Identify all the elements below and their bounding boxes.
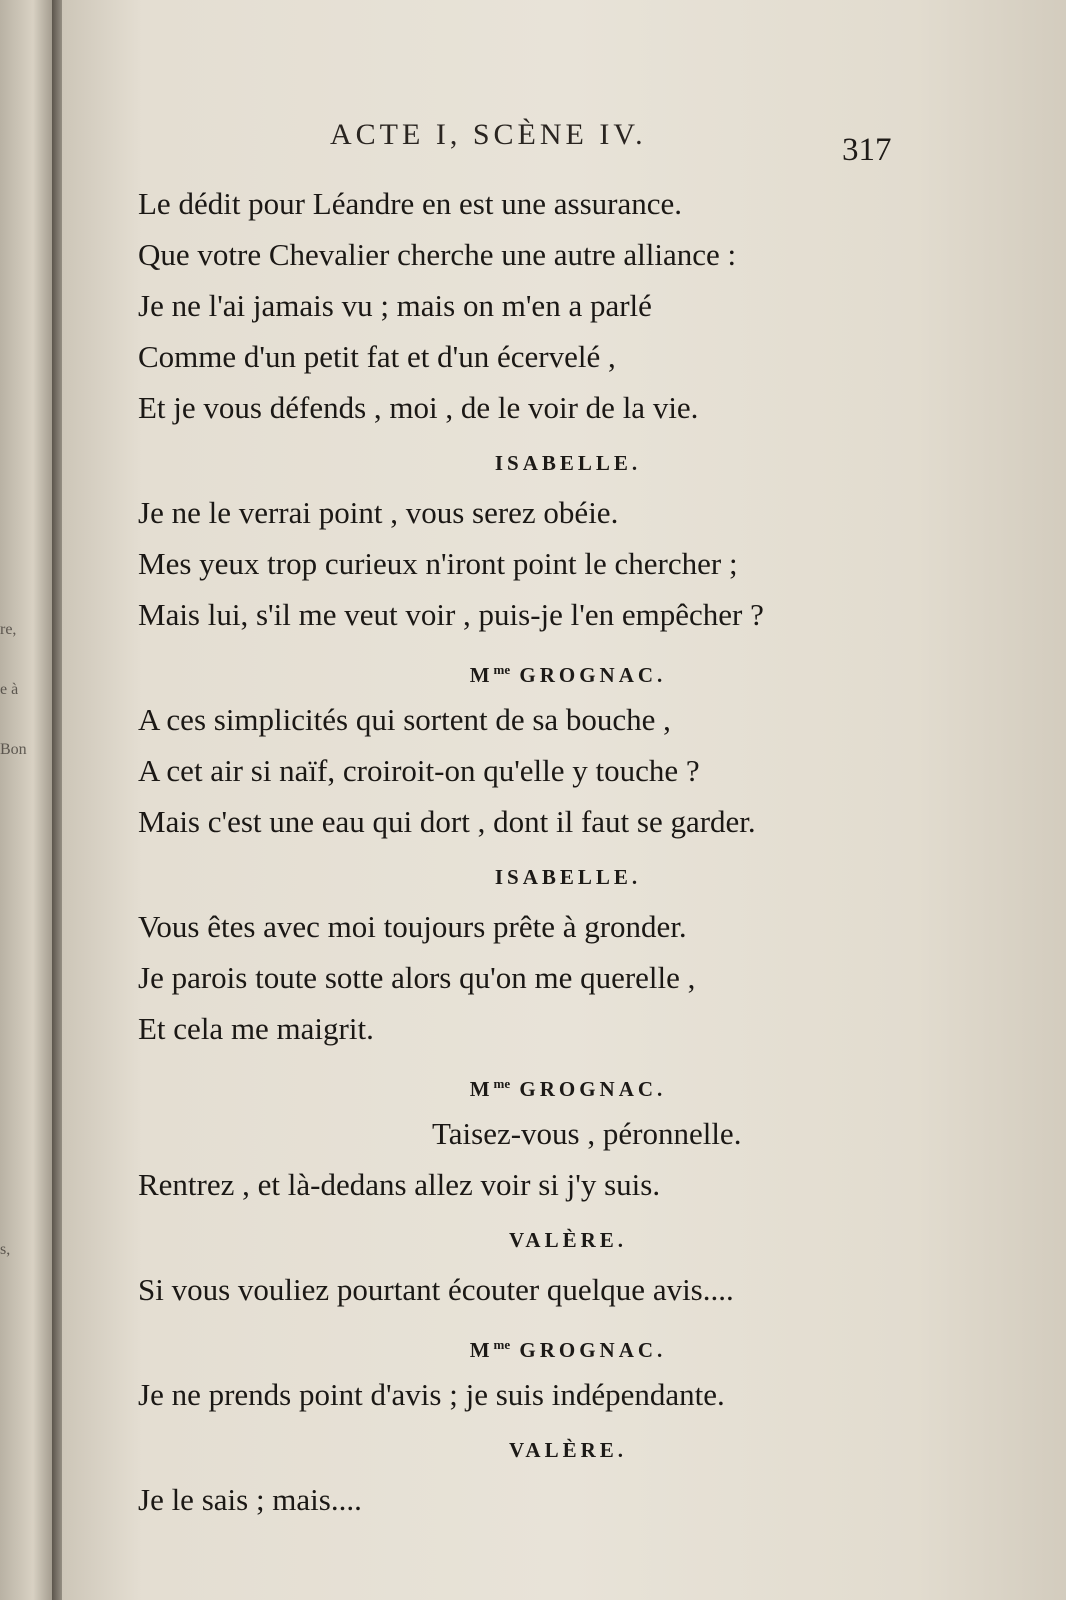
running-title: ACTE I, SCÈNE IV. [330,118,647,151]
verse-line: Et cela me maigrit. [138,1011,374,1046]
verse-line: Le dédit pour Léandre en est une assurance. [138,186,682,221]
verse-line: Comme d'un petit fat et d'un écervelé , [138,339,616,374]
verse-line: Je le sais ; mais.... [138,1482,362,1517]
page-number: 317 [842,132,892,168]
running-head [62,118,1066,178]
left-page-fragments [0,600,40,1280]
speaker-label: GROGNAC. [510,663,667,687]
verse-line: Je parois toute sotte alors qu'on me querelle , [138,960,696,995]
speaker-name: ISABELLE. [494,451,642,475]
book-page [62,0,1066,1600]
verse-line: Mais c'est une eau qui dort , dont il faut se garder. [138,804,756,839]
speaker-title-sup: me [493,1076,511,1091]
speaker-name: ISABELLE. [494,865,642,889]
speaker-name: VALÈRE. [508,1438,628,1462]
verse-line: Je ne l'ai jamais vu ; mais on m'en a parlé [138,288,652,323]
verse-line: Mais lui, s'il me veut voir , puis-je l'en empêcher ? [138,597,764,632]
speaker-name [138,1315,998,1369]
speaker-title: M [469,663,494,687]
verse-line: Et je vous défends , moi , de le voir de la vie. [138,390,699,425]
speaker-title: M [469,1338,494,1362]
speaker-label: GROGNAC. [510,1077,667,1101]
verse-line: Vous êtes avec moi toujours prête à gronder. [138,909,687,944]
verse-line: Rentrez , et là-dedans allez voir si j'y suis. [138,1167,661,1202]
verse-line: Je ne le verrai point , vous serez obéie. [138,495,619,530]
left-page-edge [0,0,60,1600]
left-fragment: s, [0,1241,11,1258]
verse-line: A cet air si naïf, croiroit-on qu'elle y touche ? [138,753,700,788]
left-fragment: re, [0,621,17,638]
play-text [138,178,998,1525]
speaker-title-sup: me [493,662,511,677]
verse-line: Mes yeux trop curieux n'iront point le chercher ; [138,546,738,581]
verse-line: Si vous vouliez pourtant écouter quelque avis.... [138,1272,734,1307]
speaker-title-sup: me [493,1337,511,1352]
verse-line: A ces simplicités qui sortent de sa bouche , [138,702,671,737]
speaker-name [138,1054,998,1108]
verse-line: Je ne prends point d'avis ; je suis indépendante. [138,1377,725,1412]
left-fragment: e à Bon [0,681,27,758]
speaker-name [138,640,998,694]
verse-line: Que votre Chevalier cherche une autre alliance : [138,237,737,272]
speaker-title: M [469,1077,494,1101]
verse-line: Taisez-vous , péronnelle. [432,1116,742,1151]
speaker-name: VALÈRE. [508,1228,628,1252]
speaker-label: GROGNAC. [510,1338,667,1362]
